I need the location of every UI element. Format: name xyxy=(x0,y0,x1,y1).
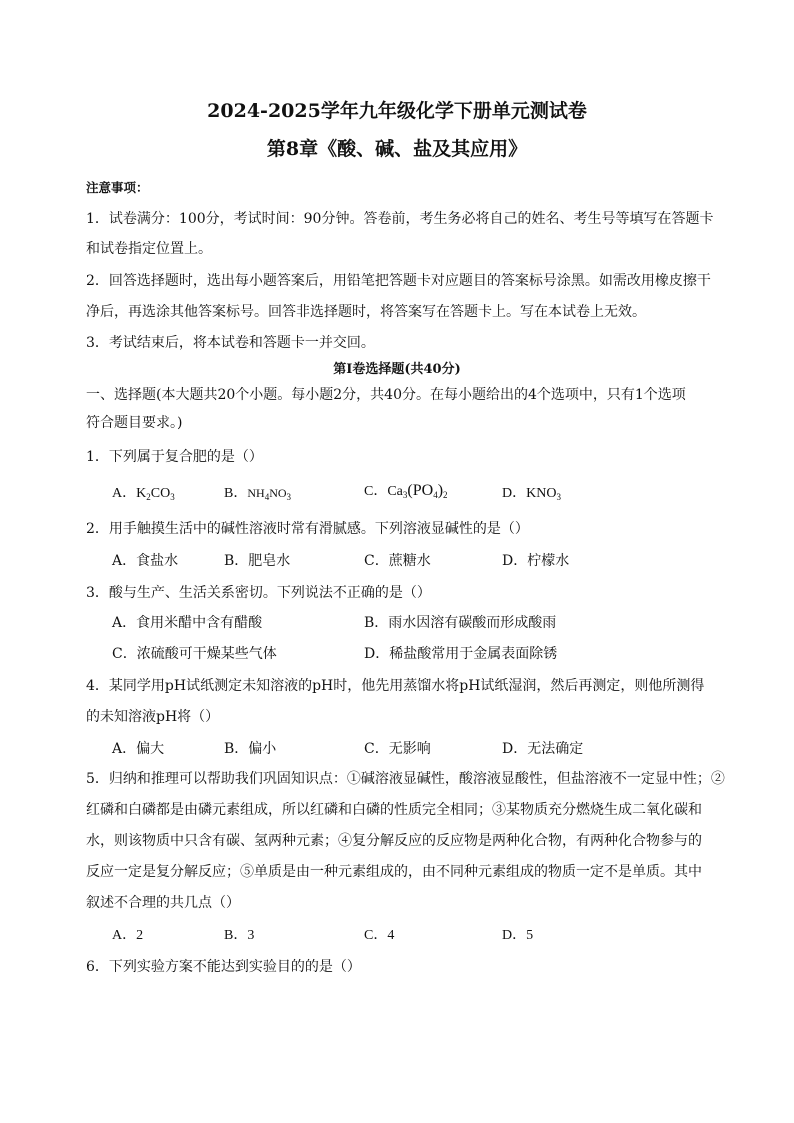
note-2-line-2: 净后，再选涂其他答案标号。回答非选择题时，将答案写在答题卡上。写在本试卷上无效。 xyxy=(86,304,646,320)
question-5-line-1: 5．归纳和推理可以帮助我们巩固知识点：①碱溶液显碱性，酸溶液显酸性，但盐溶液不一定显中性；② xyxy=(86,771,725,787)
question-5-line-3: 水，则该物质中只含有碳、氢两种元素；④复分解反应的反应物是两种化合物，有两种化合物参与的 xyxy=(86,833,702,849)
question-3-option-a: A．食用米醋中含有醋酸 xyxy=(112,615,263,631)
question-2-stem: 2．用手触摸生活中的碱性溶液时常有滑腻感。下列溶液显碱性的是（） xyxy=(86,521,529,537)
question-1-stem: 1．下列属于复合肥的是（） xyxy=(86,449,263,465)
question-4-option-a: A．偏大 xyxy=(112,741,165,757)
question-3-option-c: C．浓硫酸可干燥某些气体 xyxy=(112,646,277,662)
question-1-option-d: D．$KNO_3$ xyxy=(502,486,561,502)
question-4-option-c: C．无影响 xyxy=(364,741,431,757)
section-title: 第I卷选择题(共40分) xyxy=(333,362,461,377)
question-5-option-d: D．5 xyxy=(502,928,534,943)
question-4-stem-line-2: 的未知溶液pH将（） xyxy=(86,709,220,725)
question-1-option-c: C．$Ca_3(PO_4)_2$ xyxy=(364,482,448,500)
question-1-option-b: B．$NH_4NO_3$ xyxy=(224,486,292,502)
question-5-line-4: 反应一定是复分解反应；⑤单质是由一种元素组成的，由不同种元素组成的物质一定不是单质。其中 xyxy=(86,864,702,880)
question-5-line-5: 叙述不合理的共几点（） xyxy=(86,895,240,911)
question-4-option-b: B．偏小 xyxy=(224,741,277,757)
note-3: 3．考试结束后，将本试卷和答题卡一并交回。 xyxy=(86,335,375,351)
exam-title: 2024-2025学年九年级化学下册单元测试卷 xyxy=(207,100,587,122)
question-5-option-a: A．2 xyxy=(112,928,144,943)
section-intro-line-2: 符合题目要求。) xyxy=(86,415,183,431)
question-2-option-a: A．食盐水 xyxy=(112,553,179,569)
question-6-stem: 6．下列实验方案不能达到实验目的的是（） xyxy=(86,959,361,975)
question-4-stem-line-1: 4．某同学用pH试纸测定未知溶液的pH时，他先用蒸馏水将pH试纸湿润，然后再测定，则他所测得 xyxy=(86,678,705,694)
question-5-option-b: B．3 xyxy=(224,928,255,943)
question-3-stem: 3．酸与生产、生活关系密切。下列说法不正确的是（） xyxy=(86,585,431,601)
question-4-option-d: D．无法确定 xyxy=(502,741,584,757)
question-5-option-c: C．4 xyxy=(364,928,395,943)
notes-heading: 注意事项： xyxy=(86,180,149,195)
question-1-option-a: A．$K_2CO_3$ xyxy=(112,486,175,502)
question-3-option-d: D．稀盐酸常用于金属表面除锈 xyxy=(364,646,558,662)
question-2-option-b: B．肥皂水 xyxy=(224,553,291,569)
question-2-option-c: C．蔗糖水 xyxy=(364,553,431,569)
question-3-option-b: B．雨水因溶有碳酸而形成酸雨 xyxy=(364,615,557,631)
note-2-line-1: 2．回答选择题时，选出每小题答案后，用铅笔把答题卡对应题目的答案标号涂黑。如需改用橡皮擦干 xyxy=(86,273,711,289)
section-intro-line-1: 一、选择题(本大题共20个小题。每小题2分，共40分。在每小题给出的4个选项中，只有1个选项 xyxy=(86,387,686,403)
note-1-line-2: 和试卷指定位置上。 xyxy=(86,241,212,257)
note-1-line-1: 1．试卷满分：100分，考试时间：90分钟。答卷前，考生务必将自己的姓名、考生号等填写在答题卡 xyxy=(86,211,714,227)
question-5-line-2: 红磷和白磷都是由磷元素组成，所以红磷和白磷的性质完全相同；③某物质充分燃烧生成二氧化碳和 xyxy=(86,802,702,818)
question-2-option-d: D．柠檬水 xyxy=(502,553,570,569)
chapter-title: 第8章《酸、碱、盐及其应用》 xyxy=(266,138,528,160)
